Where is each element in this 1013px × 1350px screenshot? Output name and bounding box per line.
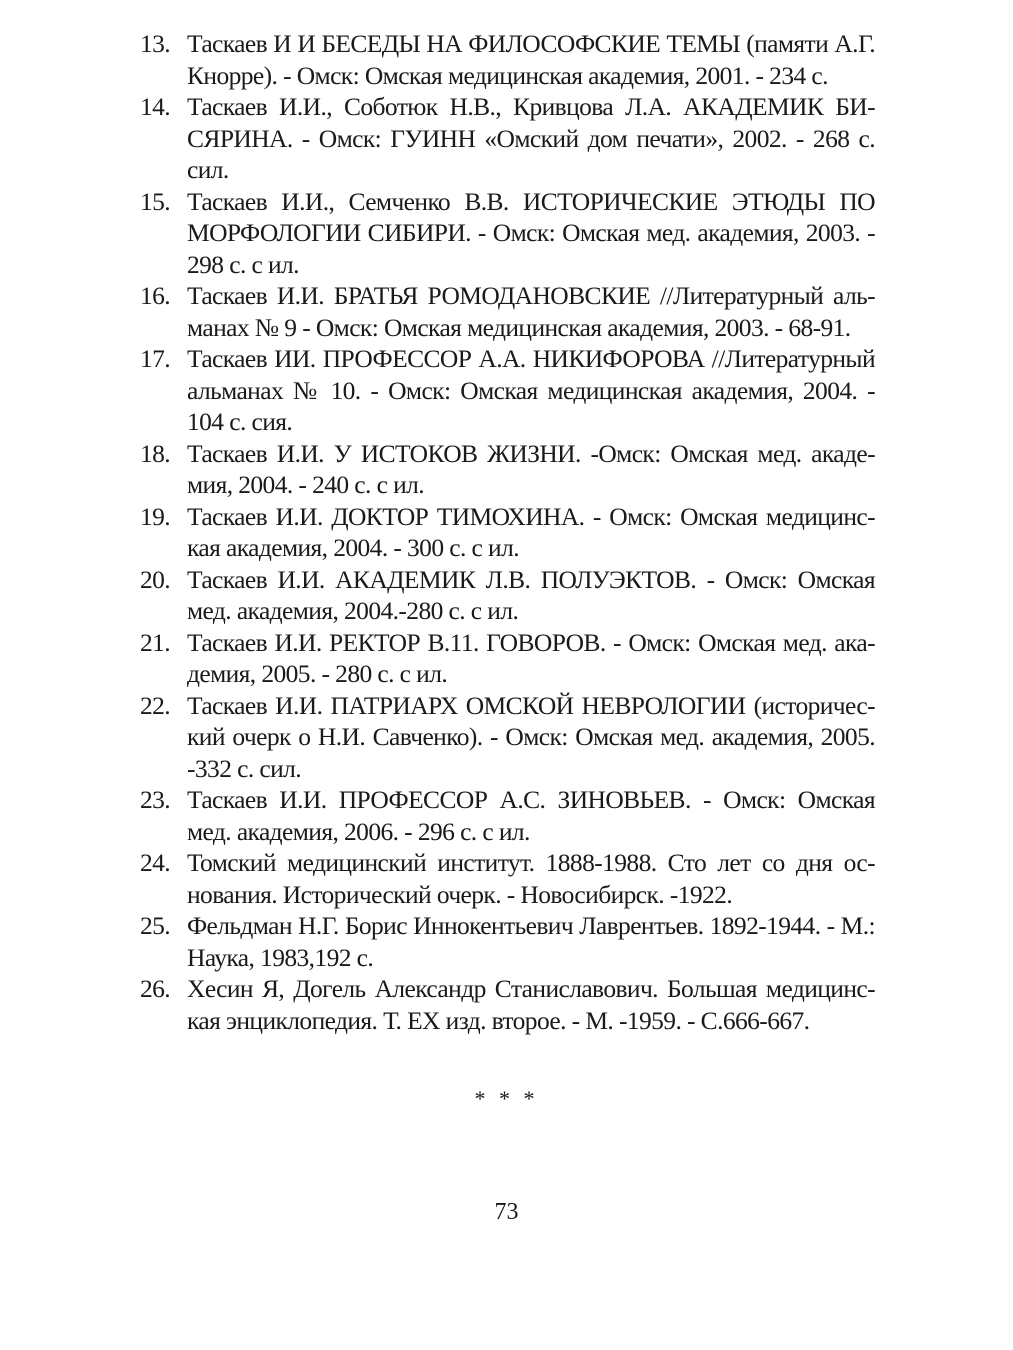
reference-text: Таскаев ИИ. ПРОФЕССОР А.А. НИКИФОРОВА //Литературный альманах № 10. - Омск: Омская медицинская академия, 2004. - 104 с. сия. (187, 344, 875, 436)
reference-text: Таскаев И.И. РЕКТОР В.11. ГОВОРОВ. - Омск: Омская мед. ака-демия, 2005. - 280 с. с ил. (187, 627, 875, 688)
reference-item (140, 627, 875, 690)
reference-text: Таскаев И.И., Соботюк Н.В., Кривцова Л.А. АКАДЕМИК БИ-СЯРИНА. - Омск: ГУИНН «Омский дом печати», 2002. - 268 с. сил. (187, 92, 875, 184)
reference-text: Таскаев И.И. ПРОФЕССОР А.С. ЗИНОВЬЕВ. - Омск: Омская мед. академия, 2006. - 296 с. с ил. (187, 785, 875, 846)
reference-number: 19. (140, 501, 171, 531)
reference-number: 26. (140, 974, 171, 1003)
reference-number: 24. (140, 848, 171, 877)
reference-text: Фельдман Н.Г. Борис Иннокентьевич Лаврентьев. 1892-1944. - М.: Наука, 1983,192 с. (187, 911, 875, 972)
reference-item (140, 973, 875, 1036)
reference-text: Таскаев И.И., Семченко В.В. ИСТОРИЧЕСКИЕ ЭТЮДЫ ПО МОРФОЛОГИИ СИБИРИ. - Омск: Омская мед. академия, 2003. - 298 с. с ил. (187, 186, 875, 279)
reference-item (140, 784, 875, 847)
reference-list (140, 28, 875, 1036)
reference-number: 16. (140, 281, 171, 310)
reference-item (140, 280, 875, 343)
reference-text: Хесин Я, Догель Александр Станиславович. Большая медицинс-кая энциклопедия. Т. ЕХ изд. второе. - М. -1959. - С.666-667. (187, 974, 875, 1035)
reference-text: Таскаев И.И. ДОКТОР ТИМОХИНА. - Омск: Омская медицинс-кая академия, 2004. - 300 с. с ил. (187, 501, 875, 562)
reference-text: Таскаев И И БЕСЕДЫ НА ФИЛОСОФСКИЕ ТЕМЫ (памяти А.Г. Кнорре). - Омск: Омская медицинская академия, 2001. - 234 с. (187, 29, 875, 90)
reference-text: Томский медицинский институт. 1888-1988. Сто лет со дня ос-нования. Исторический очерк. - Новосибирск. -1922. (187, 848, 875, 909)
reference-text: Таскаев И.И. БРАТЬЯ РОМОДАНОВСКИЕ //Литературный аль-манах № 9 - Омск: Омская медицинская академия, 2003. - 68-91. (187, 281, 875, 342)
section-separator: * * * (474, 1086, 539, 1111)
reference-text: Таскаев И.И. ПАТРИАРХ ОМСКОЙ НЕВРОЛОГИИ (историчес-кий очерк о Н.И. Савченко). - Омск: Омская мед. академия, 2005. -332 с. сил. (187, 690, 875, 783)
reference-number: 21. (140, 627, 171, 657)
reference-item (140, 28, 875, 91)
page-number: 73 (494, 1199, 519, 1225)
reference-number: 23. (140, 785, 171, 814)
reference-item (140, 690, 875, 785)
reference-number: 14. (140, 92, 171, 121)
reference-item (140, 564, 875, 627)
reference-number: 20. (140, 564, 171, 594)
reference-text: Таскаев И.И. АКАДЕМИК Л.В. ПОЛУЭКТОВ. - Омск: Омская мед. академия, 2004.-280 с. с ил. (187, 564, 875, 625)
reference-number: 18. (140, 438, 171, 468)
reference-item (140, 910, 875, 973)
reference-number: 25. (140, 911, 171, 940)
reference-item (140, 91, 875, 186)
reference-item (140, 438, 875, 501)
reference-number: 15. (140, 186, 171, 216)
reference-item (140, 847, 875, 910)
reference-item (140, 501, 875, 564)
reference-item (140, 343, 875, 438)
reference-number: 22. (140, 690, 171, 720)
reference-number: 17. (140, 344, 171, 373)
reference-text: Таскаев И.И. У ИСТОКОВ ЖИЗНИ. -Омск: Омская мед. акаде-мия, 2004. - 240 с. с ил. (187, 438, 875, 499)
reference-item (140, 186, 875, 281)
reference-number: 13. (140, 29, 171, 58)
